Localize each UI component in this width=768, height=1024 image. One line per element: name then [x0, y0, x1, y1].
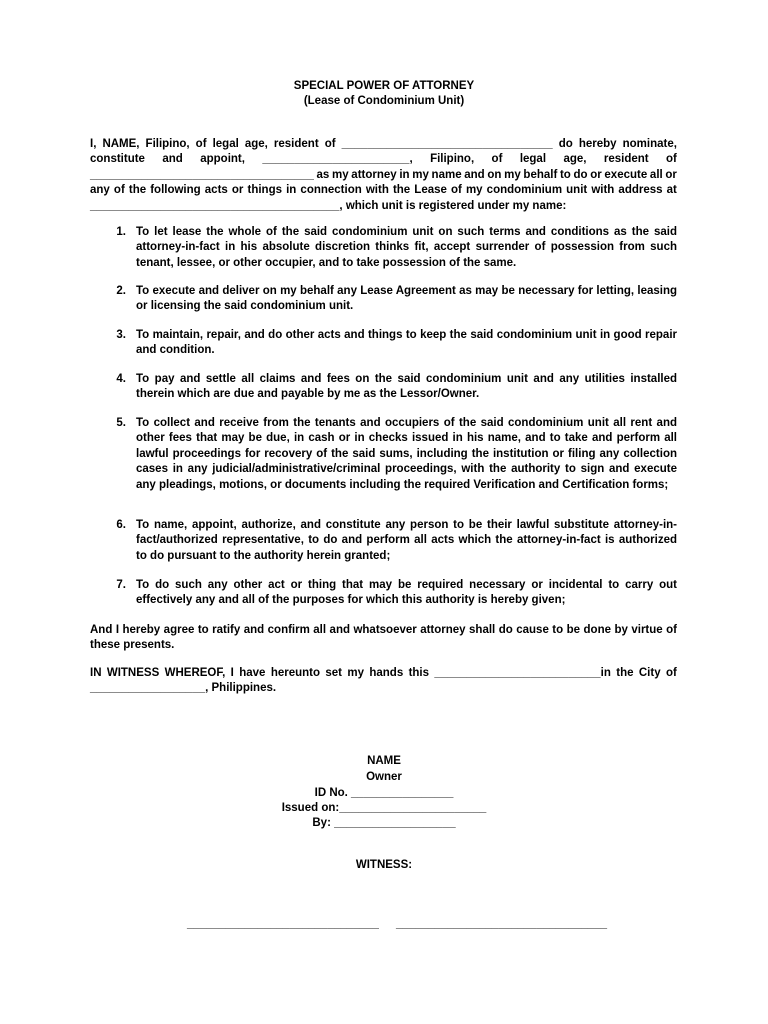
list-item-number: 2. — [116, 285, 126, 297]
word: execute — [604, 168, 648, 181]
document-subtitle: (Lease of Condominium Unit) — [303, 95, 465, 107]
word: do — [558, 138, 573, 150]
word: to — [559, 168, 571, 181]
word: following — [150, 184, 201, 197]
word: have — [239, 667, 266, 679]
word: the — [128, 184, 147, 197]
word: and — [464, 168, 485, 181]
word: of — [451, 184, 462, 197]
word: NAME, — [102, 138, 140, 150]
intro-line-5: _______________________________________, which unit is registered under my name: — [90, 199, 567, 212]
word: with — [591, 184, 615, 197]
word: with — [365, 184, 389, 197]
word: my — [504, 168, 521, 181]
witness-paragraph — [90, 666, 677, 697]
list-item-text: To do such any other act or thing that may be required necessary or incidental to carry out effectively any and all of the purposes for which this authority is hereby given; — [136, 579, 677, 607]
word: nominate, — [622, 138, 677, 150]
list-item-text: To name, appoint, authorize, and constitute any person to be their lawful substitute attorney-in-fact/authorized representative, to do and perform all acts which the attorney-in-fact is authorized to do pursuant to the authority herein granted; — [136, 519, 677, 562]
word: I, — [90, 138, 97, 150]
word: _________________________________ — [341, 138, 553, 150]
intro-line-1 — [90, 137, 677, 152]
word: of — [195, 138, 207, 150]
word: WHEREOF, — [164, 667, 226, 679]
word: IN — [90, 667, 102, 679]
list-item-number: 4. — [116, 373, 126, 385]
issued-on-field: Issued on:_______________________ — [281, 802, 487, 814]
word: or — [231, 184, 244, 197]
list-item-text: To maintain, repair, and do other acts and things to keep the said condominium unit in good repair and condition. — [136, 329, 677, 357]
word: ___________________________________ — [90, 168, 314, 181]
intro-line-2 — [90, 152, 677, 167]
word: age, — [244, 138, 268, 150]
list-item-text: To pay and settle all claims and fees on the said condominium unit and any utilities installed therein which are due and payable by me as the Lessor/Owner. — [136, 373, 677, 401]
list-item-number: 3. — [116, 329, 126, 341]
word: at — [666, 184, 677, 197]
witness-line-2: __________________, Philippines. — [90, 682, 277, 695]
intro-line-3 — [90, 168, 677, 183]
word: any — [90, 184, 110, 197]
word: do — [573, 168, 588, 181]
word: behalf — [523, 168, 558, 181]
word: all — [649, 168, 663, 181]
document-title: SPECIAL POWER OF ATTORNEY — [293, 80, 475, 92]
word: things — [247, 184, 282, 197]
word: condominium — [486, 184, 563, 197]
ratify-paragraph: And I hereby agree to ratify and confirm all and whatsoever attorney shall do cause to be done by virtue of these presents. — [90, 624, 677, 652]
word: in — [286, 184, 297, 197]
word: my — [465, 184, 483, 197]
word: resident — [273, 138, 319, 150]
word: __________________________in — [434, 667, 611, 679]
word: of — [665, 667, 677, 679]
word: hands — [369, 667, 404, 679]
word: address — [618, 184, 663, 197]
list-item-text: To execute and deliver on my behalf any Lease Agreement as may be necessary for letting, leasing or licensing the said condominium unit. — [136, 285, 677, 313]
word: WITNESS — [106, 667, 160, 679]
word: resident — [603, 153, 649, 166]
id-number-field: ID No. ________________ — [314, 787, 454, 799]
word: hereunto — [270, 667, 321, 679]
word: in — [399, 168, 410, 181]
word: legal — [519, 153, 547, 166]
witness-signature-line-1: ______________________________ — [187, 918, 379, 930]
list-item-number: 6. — [116, 519, 126, 531]
word: acts — [204, 184, 228, 197]
list-item-number: 5. — [116, 417, 126, 429]
witness-label: WITNESS: — [355, 859, 413, 871]
word: _______________________, — [262, 153, 413, 166]
word: as — [316, 168, 330, 181]
word: the — [392, 184, 411, 197]
word: name — [431, 168, 462, 181]
word: connection — [300, 184, 362, 197]
signatory-role: Owner — [366, 771, 402, 783]
word: or — [665, 168, 677, 181]
list-item-text: To let lease the whole of the said condominium unit on such terms and conditions as the said attorney-in-fact in his absolute discretion thinks fit, accept surrender of possession from such tenant, lessee, or other occupier, and to take possession of the same. — [136, 226, 677, 269]
word: constitute — [90, 153, 145, 166]
word: of — [113, 184, 125, 197]
witness-line-1 — [90, 666, 677, 681]
witness-signature-line-2: _________________________________ — [396, 918, 608, 930]
word: the — [616, 667, 634, 679]
word: my — [412, 168, 429, 181]
list-item-text: To collect and receive from the tenants and occupiers of the said condominium unit all rent and other fees that may be due, in cash or in checks issued in his name, and to take and perform all lawful proceedings for recovery of the said sums, including the institution or filing any collection cases in any judicial/administrative/criminal proceedings, with the authority to sign and execute any pleadings, motions, or documents including the required Verification and Certification forms; — [136, 417, 677, 491]
word: City — [638, 667, 661, 679]
list-item-number: 7. — [116, 579, 126, 591]
word: this — [408, 667, 430, 679]
word: Filipino, — [145, 138, 190, 150]
word: age, — [563, 153, 587, 166]
issued-by-field: By: ___________________ — [312, 817, 456, 829]
word: legal — [212, 138, 239, 150]
word: on — [487, 168, 502, 181]
word: my — [332, 168, 349, 181]
word: or — [590, 168, 602, 181]
intro-paragraph — [90, 137, 677, 214]
list-item-number: 1. — [116, 226, 126, 238]
word: of — [491, 153, 503, 166]
word: and — [162, 153, 183, 166]
word: unit — [566, 184, 588, 197]
word: set — [325, 667, 342, 679]
word: of — [666, 153, 677, 166]
word: attorney — [351, 168, 397, 181]
word: of — [324, 138, 336, 150]
word: I — [230, 667, 234, 679]
word: Filipino, — [430, 153, 475, 166]
word: appoint, — [200, 153, 245, 166]
intro-line-4 — [90, 183, 677, 198]
word: Lease — [414, 184, 447, 197]
word: hereby — [578, 138, 617, 150]
signatory-name: NAME — [367, 755, 401, 767]
word: my — [347, 667, 364, 679]
